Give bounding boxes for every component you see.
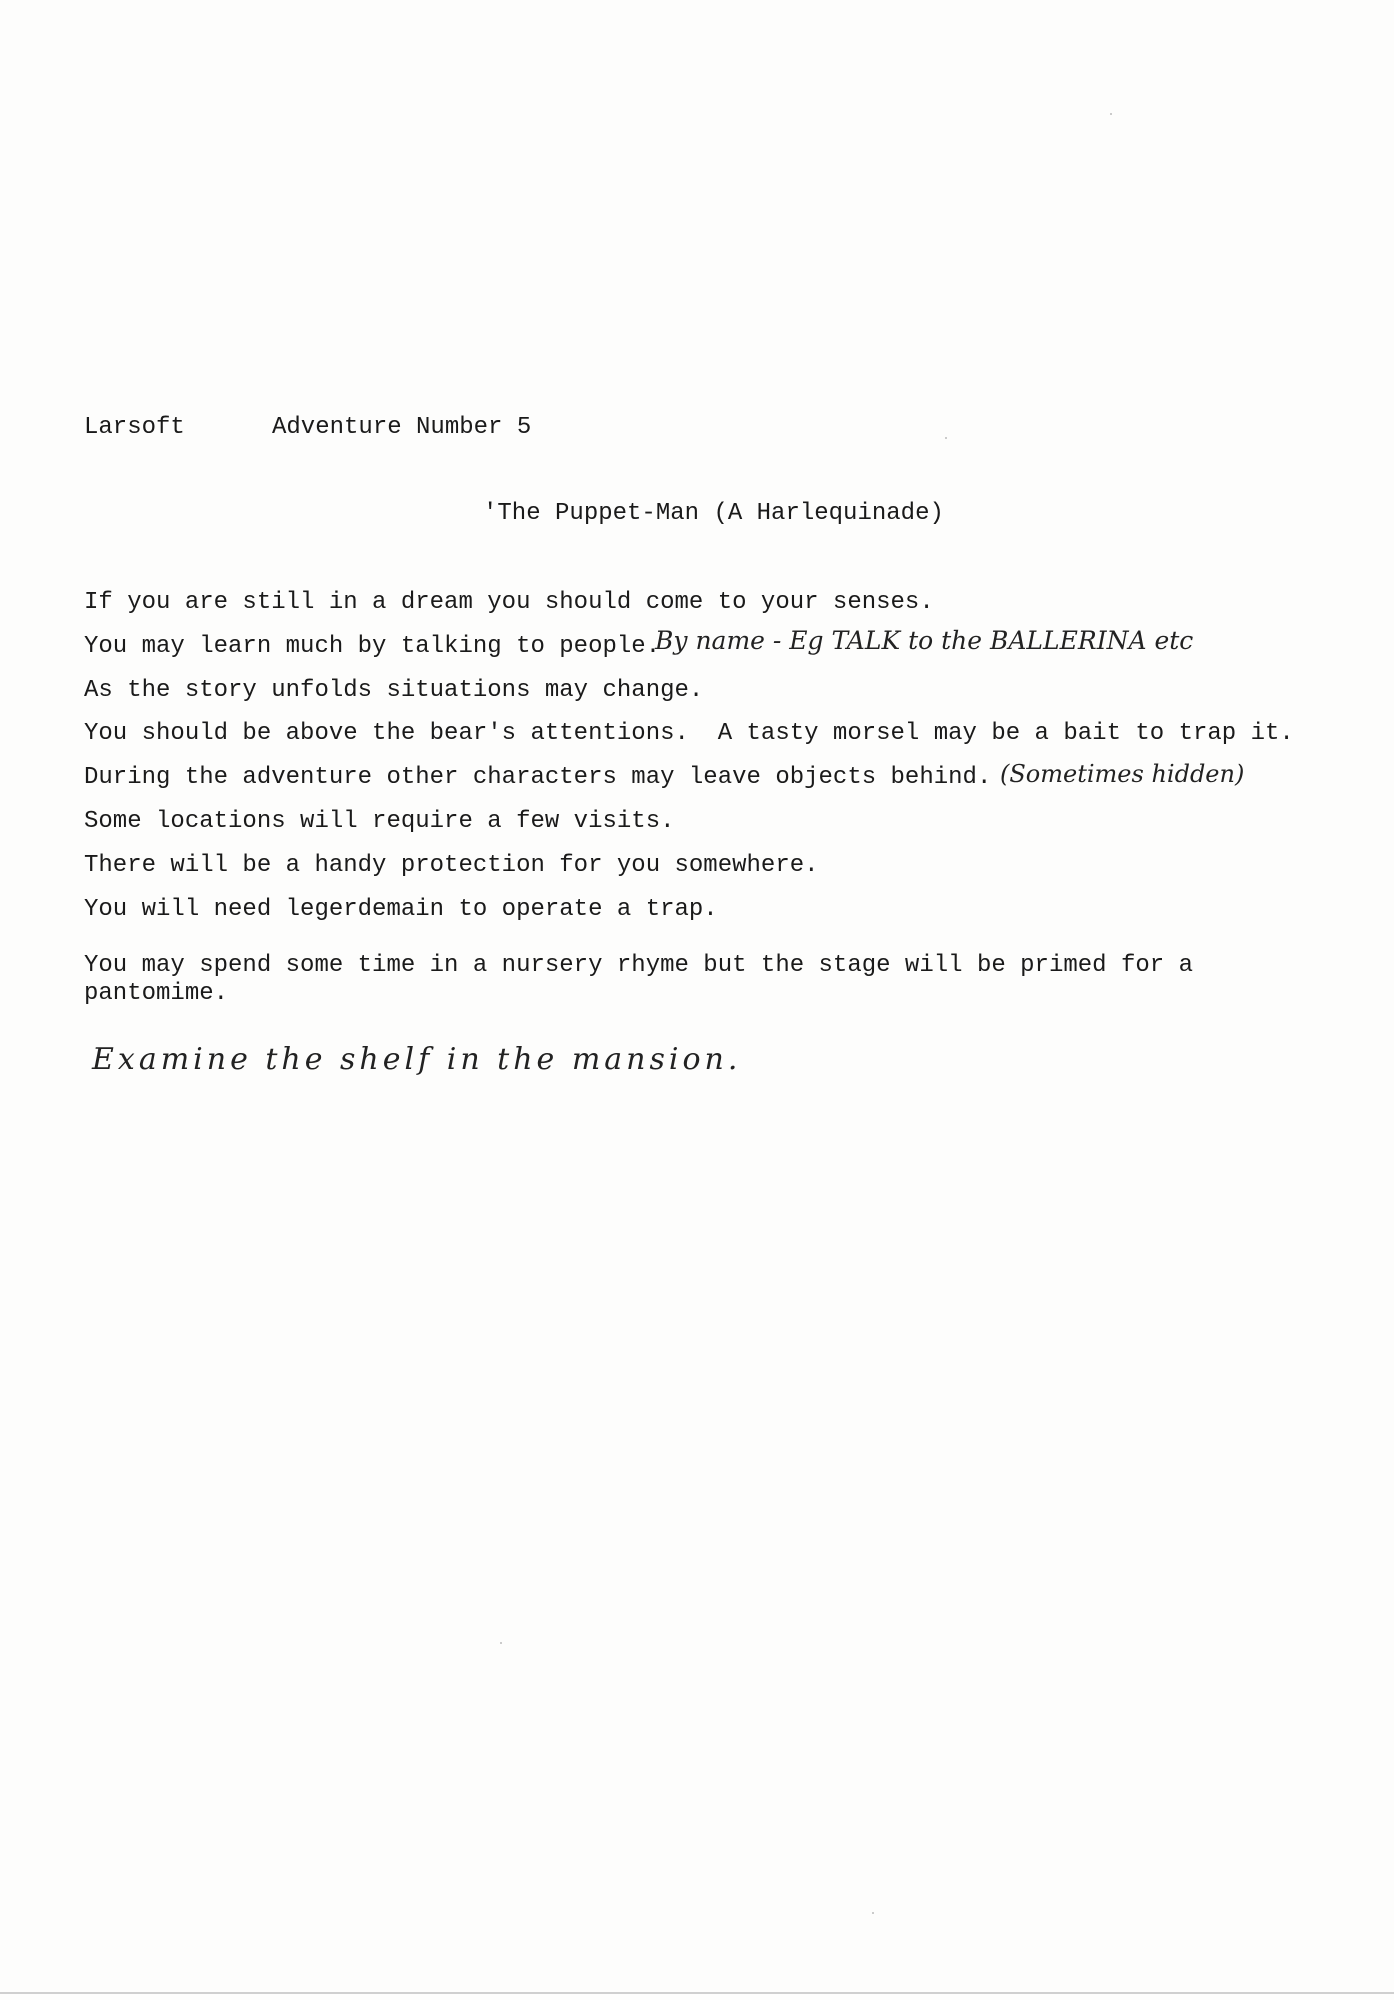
- paper-speck: [945, 437, 947, 439]
- hint-line-6: Some locations will require a few visits.: [84, 808, 675, 835]
- hint-line-2: You may learn much by talking to people.: [84, 633, 661, 660]
- paragraph-line-1: You may spend some time in a nursery rhyme but the stage will be primed for a: [84, 952, 1193, 979]
- paper-speck: [1110, 113, 1112, 115]
- handwritten-note-hidden: (Sometimes hidden): [1000, 760, 1245, 788]
- hint-line-3: As the story unfolds situations may change.: [84, 677, 704, 704]
- hint-line-7: There will be a handy protection for you somewhere.: [84, 852, 819, 879]
- hint-line-4: You should be above the bear's attentions. A tasty morsel may be a bait to trap it.: [84, 720, 1294, 747]
- paper-speck: [872, 1912, 874, 1914]
- page-bottom-edge: [0, 1992, 1394, 1994]
- paragraph-line-2: pantomime.: [84, 980, 229, 1007]
- publisher-name: Larsoft: [84, 414, 185, 441]
- hint-line-5: During the adventure other characters may leave objects behind.: [84, 764, 992, 791]
- adventure-number: Adventure Number 5: [272, 414, 532, 441]
- document-title: 'The Puppet-Man (A Harlequinade): [483, 500, 944, 527]
- hint-line-8: You will need legerdemain to operate a trap.: [84, 896, 718, 923]
- handwritten-note-shelf: Examine the shelf in the mansion.: [92, 1042, 742, 1077]
- hint-line-1: If you are still in a dream you should come to your senses.: [84, 589, 934, 616]
- handwritten-note-talk: By name - Eg TALK to the BALLERINA etc: [655, 626, 1194, 655]
- paper-speck: [500, 1642, 502, 1644]
